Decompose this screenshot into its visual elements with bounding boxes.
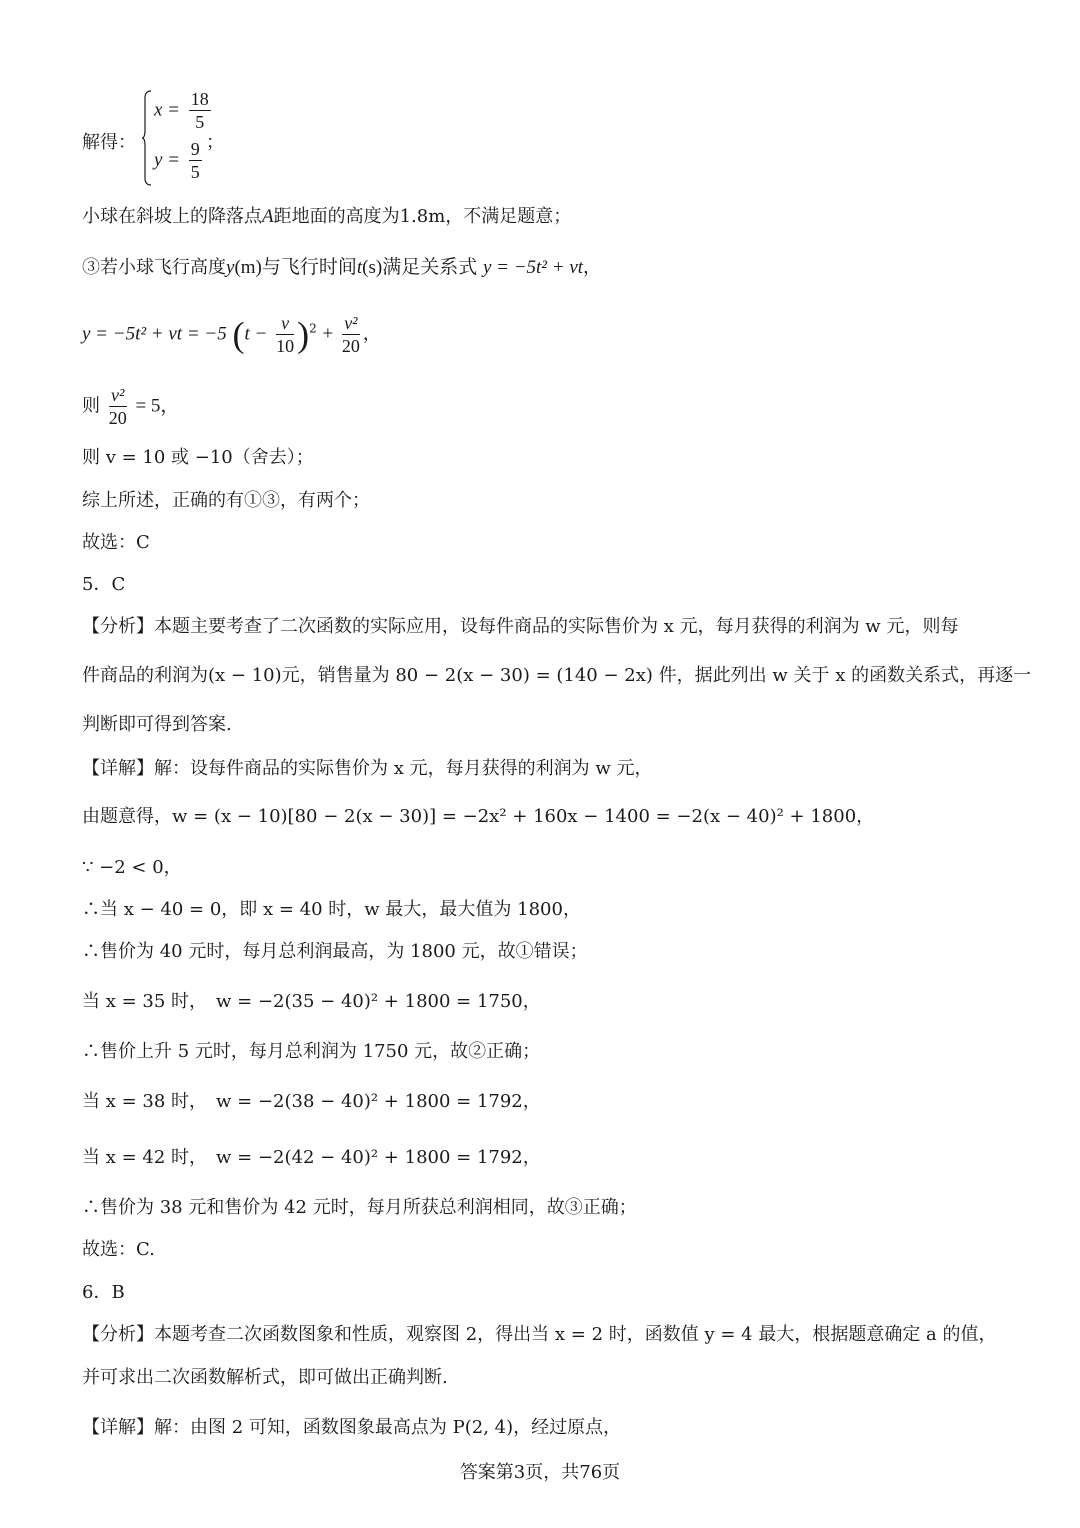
detail-line: ∴售价为 38 元和售价为 42 元时，每月所获总利润相同，故③正确； [82, 1197, 637, 1218]
detail-line: 【详解】解：设每件商品的实际售价为 x 元，每月获得的利润为 w 元， [82, 758, 653, 779]
detail-line: 故选：C. [82, 1239, 155, 1260]
question-heading: 5．C [82, 574, 126, 595]
analysis-line: 【分析】本题主要考查了二次函数的实际应用，设每件商品的实际售价为 x 元，每月获得的利润为 w 元，则每 [82, 616, 959, 637]
solution-y: y = $\frac{9}{5}$ [154, 139, 200, 182]
analysis-line: 并可求出二次函数解析式，即可做出正确判断. [82, 1367, 448, 1388]
formula-line: y = −5t² + vt = −5 (t − $\frac{v}{10}$ )$^2$ + $\frac{\text{v²}}{20}$ ， [82, 313, 381, 356]
formula-line: 则 $\frac{\text{v²}}{20}$ = 5， [82, 385, 180, 428]
text-line: ③若小球飞行高度y(m)与飞行时间t(s)满足关系式 y = −5t² + vt， [82, 257, 602, 278]
detail-line: 当 x = 42 时， w = −2(42 − 40)² + 1800 = 1792， [82, 1147, 541, 1168]
detail-line: 当 x = 35 时， w = −2(35 − 40)² + 1800 = 1750， [82, 991, 541, 1012]
analysis-line: 【分析】本题考查二次函数图象和性质，观察图 2，得出当 x = 2 时，函数值 y = 4 最大，根据题意确定 a 的值， [82, 1324, 997, 1345]
detail-line: 由题意得，w = (x − 10)[80 − 2(x − 30)] = −2x² + 160x − 1400 = −2(x − 40)² + 1800， [82, 806, 875, 827]
text-line: 则 v = 10 或 −10（舍去）； [82, 447, 314, 468]
detail-line: 【详解】解：由图 2 可知，函数图象最高点为 P(2, 4)，经过原点， [82, 1417, 622, 1438]
detail-line: 当 x = 38 时， w = −2(38 − 40)² + 1800 = 1792， [82, 1091, 541, 1112]
text-line: 故选：C [82, 532, 150, 553]
analysis-line: 件商品的利润为(x − 10)元，销售量为 80 − 2(x − 30) = (140 − 2x) 件，据此列出 w 关于 x 的函数关系式，再逐一 [82, 665, 1032, 686]
detail-line: ∴售价上升 5 元时，每月总利润为 1750 元，故②正确； [82, 1041, 541, 1062]
detail-line: ∴售价为 40 元时，每月总利润最高，为 1800 元，故①错误； [82, 941, 588, 962]
page-footer: 答案第3页，共76页 [459, 1462, 621, 1483]
detail-line: ∵ −2 < 0， [82, 857, 182, 878]
detail-line: ∴当 x − 40 = 0，即 x = 40 时，w 最大，最大值为 1800， [82, 899, 581, 920]
text-line: 综上所述，正确的有①③，有两个； [82, 490, 370, 511]
solve-label: 解得： [82, 132, 136, 153]
left-brace-icon [142, 90, 152, 186]
text-line: 小球在斜坡上的降落点A距地面的高度为1.8m，不满足题意； [82, 206, 572, 227]
question-heading: 6．B [82, 1282, 125, 1303]
analysis-line: 判断即可得到答案. [82, 714, 232, 735]
solution-x: x = $\frac{18}{5}$ [154, 89, 209, 132]
